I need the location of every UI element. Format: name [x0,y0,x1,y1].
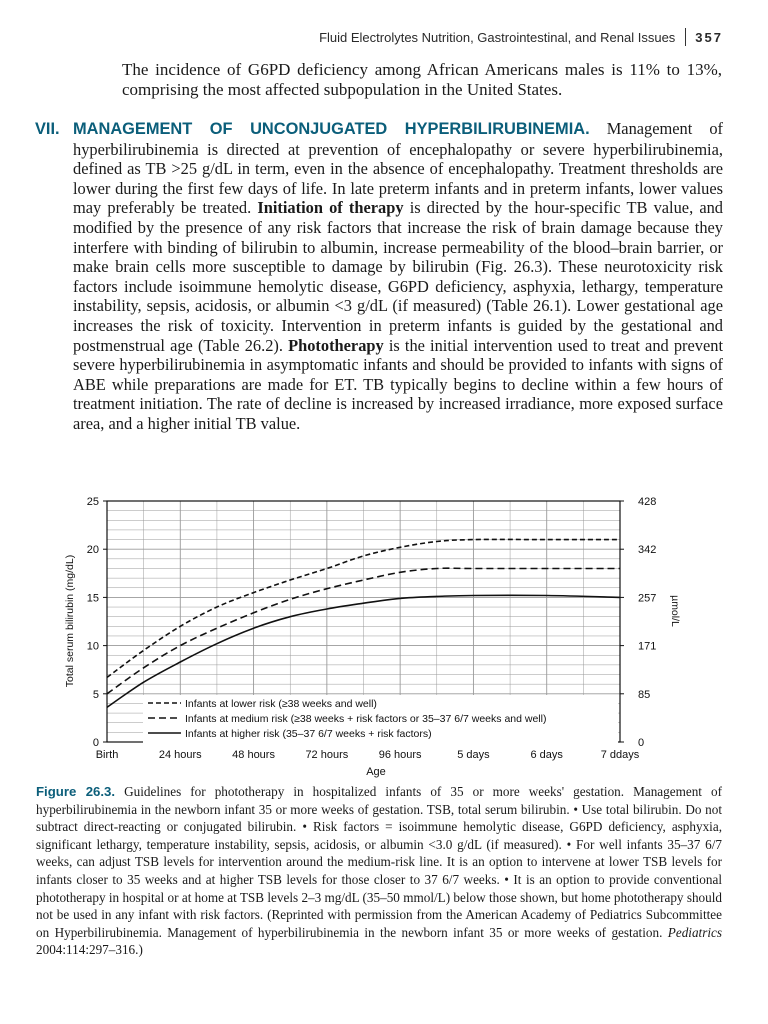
caption-text-2: 2004:114:297–316.) [36,942,143,958]
y-right-tick-label: 342 [638,544,657,557]
chart-legend [143,695,618,743]
y-right-tick-label: 257 [638,592,657,605]
page-number: 357 [695,29,723,45]
y-tick-label: 20 [86,544,99,557]
legend-label-higher-risk: Infants at higher risk (35–37 6/7 weeks + risk factors) [185,728,432,740]
y-right-tick-label: 85 [638,688,651,701]
y-axis-title-right: µmol/L [669,595,681,627]
y-axis-title: Total serum bilirubin (mg/dL) [64,554,76,688]
x-tick-label: 6 days [530,749,563,761]
bold-term-initiation: Initiation of therapy [257,198,404,218]
x-tick-label: 96 hours [378,749,422,761]
y-tick-label: 10 [86,640,99,653]
intro-paragraph: The incidence of G6PD deficiency among African Americans males is 11% to 13%, comprising the most affected subpopulation in the United States. [122,60,722,99]
legend-label-medium-risk: Infants at medium risk (≥38 weeks + risk factors or 35–37 6/7 weeks and well) [185,713,547,725]
x-tick-label: 5 days [457,749,490,761]
header-divider [685,28,686,46]
section-vii [35,119,723,434]
y-tick-label: 5 [92,688,99,701]
section-text-1: Management of hyperbilirubinemia is directed at prevention of encephalopathy or severe hyperbilirubinemia, defined as TB >25 g/dL in term, even in the absence of encephalopathy. Treatment thresholds are lower during the first few days of life. In late preterm infants and in preterm infants, lower values may preferably be treated. [73,119,723,218]
x-axis-title: Age [366,766,386,778]
phototherapy-chart [48,488,681,780]
y-right-tick-label: 0 [638,737,645,749]
x-tick-label: 48 hours [232,749,275,761]
x-tick-label: 72 hours [305,749,349,761]
bold-term-phototherapy: Phototherapy [288,335,384,355]
section-heading: MANAGEMENT OF UNCONJUGATED HYPERBILIRUBINEMIA. [73,120,590,138]
y-tick-label: 25 [86,496,99,508]
y-right-tick-label: 428 [638,496,657,508]
journal-name: Pediatrics [667,924,722,940]
y-tick-label: 0 [92,737,99,749]
figure-label: Figure 26.3. [36,784,116,799]
section-text-3: is the initial intervention used to treat and prevent severe hyperbilirubinemia in asymptomatic infants and should be provided to infants with signs of ABE while preparations are made for ET. TB typically begins to decline within a few hours of treatment initiation. The rate of decline is increased by increased irradiance, more exposed surface area, and a higher initial TB value. [73,335,723,433]
figure-caption [36,783,722,959]
section-body [35,119,723,434]
y-right-tick-label: 171 [638,640,657,653]
section-text-2: is directed by the hour-specific TB value, and modified by the presence of any risk factors that increase the risk of brain damage because they interfere with binding of bilirubin to albumin, increase permeability of the blood–brain barrier, or make brain cells more susceptible to damage by bilirubin (Fig. 26.3). These neurotoxicity risk factors include isoimmune hemolytic disease, G6PD deficiency, asphyxia, lethargy, temperature instability, sepsis, acidosis, or albumin <3 g/dL (if measured) (Table 26.1). Lower gestational age increases the risk of toxicity. Intervention in preterm infants is guided by the gestational and postmenstrual age (Table 26.2). [73,198,723,355]
x-tick-label: Birth [95,749,119,761]
legend-label-lower-risk: Infants at lower risk (≥38 weeks and well) [185,698,377,710]
running-title: Fluid Electrolytes Nutrition, Gastrointestinal, and Renal Issues [319,29,676,45]
x-tick-label: 7 ddays [600,749,640,761]
caption-text-1: Guidelines for phototherapy in hospitalized infants of 35 or more weeks' gestation. Management of hyperbilirubinemia in the newborn infant 35 or more weeks of gestation. TSB, total serum bilirubin. • Use total bilirubin. Do not subtract direct-reacting or conjugated bilirubin. • Risk factors = isoimmune hemolytic disease, G6PD deficiency, asphyxia, significant lethargy, temperature instability, sepsis, acidosis, or albumin <3.0 g/dL (if measured). • For well infants 35–37 6/7 weeks, can adjust TSB levels for intervention around the medium-risk line. It is an option to intervene at lower TSB levels for infants closer to 35 weeks and at higher TSB levels for those closer to 37 6/7 weeks. • It is an option to provide conventional phototherapy in hospital or at home at TSB levels 2–3 mg/dL (35–50 mmol/L) below those shown, but home phototherapy should not be used in any infant with risk factors. (Reprinted with permission from the American Academy of Pediatrics Subcommittee on Hyperbilirubinemia. Management of hyperbilirubinemia in the newborn infant 35 or more weeks of gestation. [36,784,722,940]
y-tick-label: 15 [86,592,99,605]
running-header [0,28,723,46]
x-tick-label: 24 hours [158,749,202,761]
section-number: VII. [35,120,60,138]
